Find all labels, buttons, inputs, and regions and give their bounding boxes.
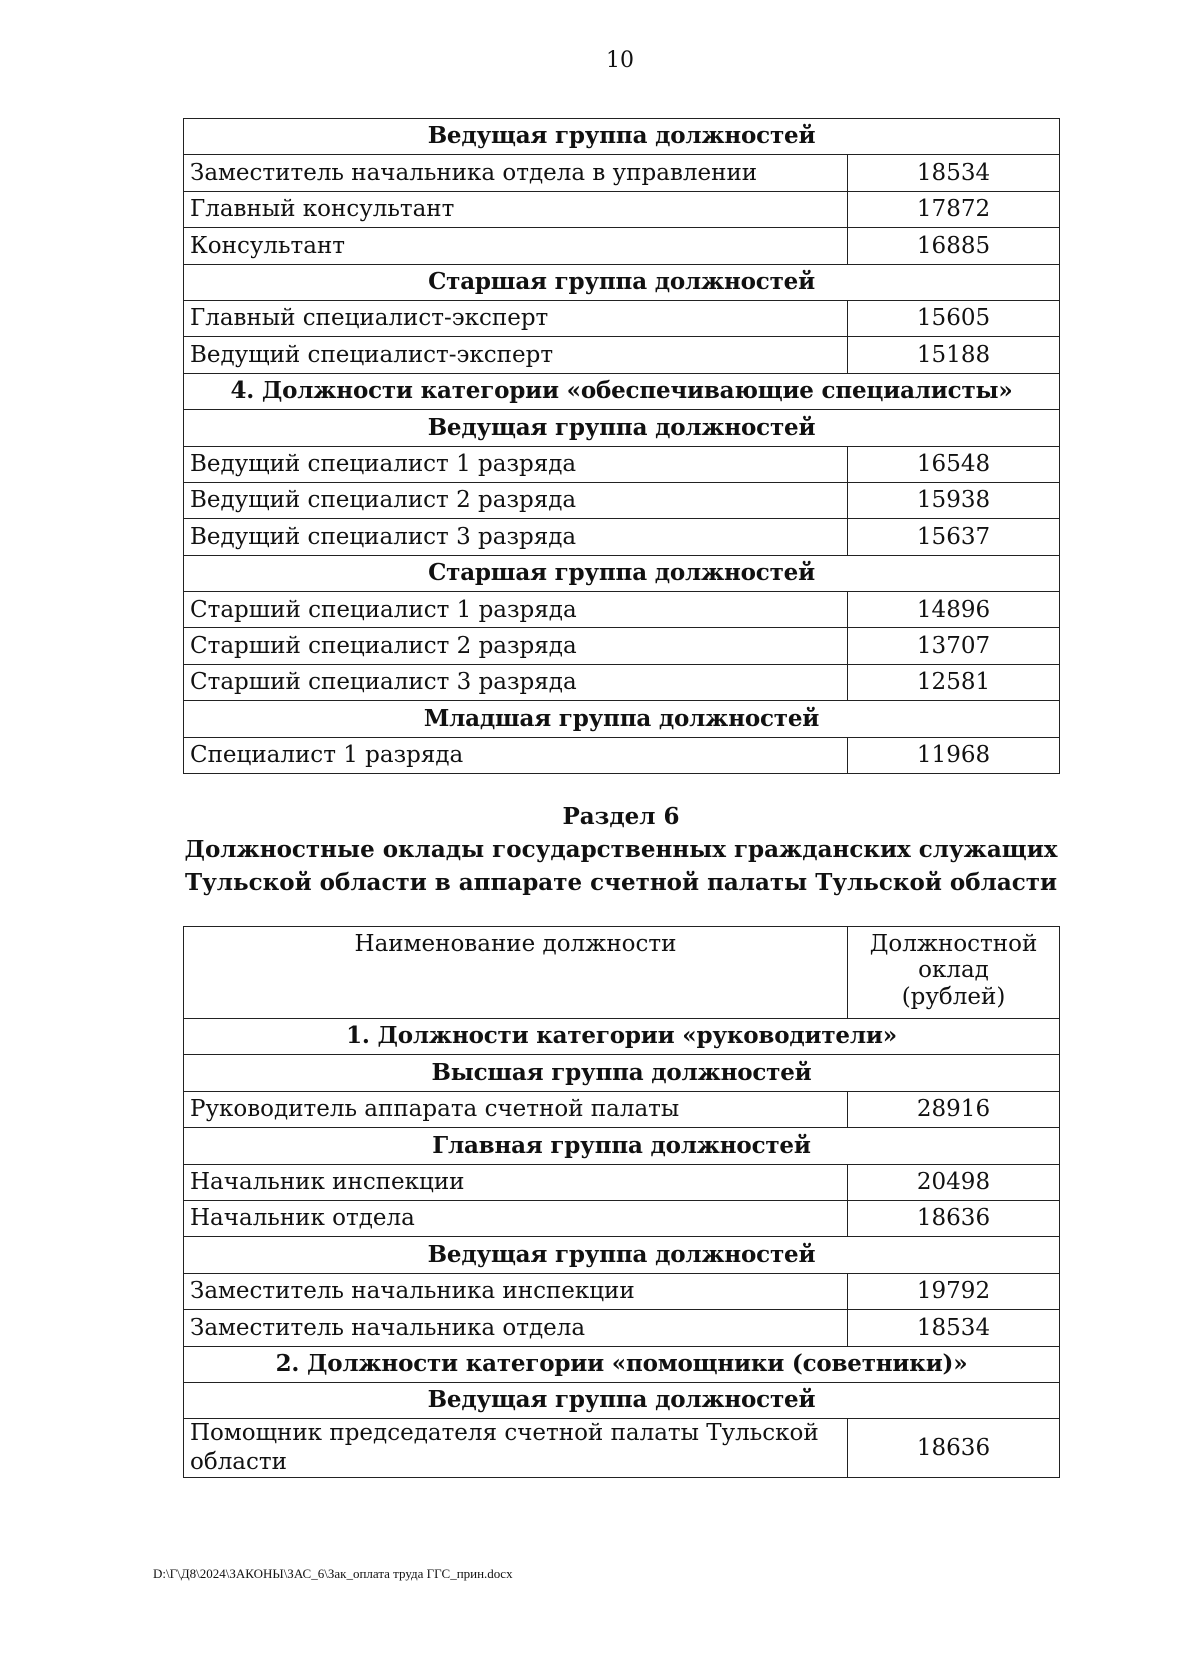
table-row [184,1310,1060,1346]
header-salary-line-2: оклад [918,957,989,984]
header-position-name: Наименование должности [184,927,848,1019]
group-header-row [184,264,1060,300]
table-row [184,446,1060,482]
group-header-row [184,701,1060,737]
position-name: Старший специалист 1 разряда [184,592,848,628]
salary-value: 18636 [848,1419,1060,1478]
salary-value: 18636 [848,1200,1060,1236]
position-name: Ведущий специалист 1 разряда [184,446,848,482]
group-title: Старшая группа должностей [184,555,1060,591]
group-title: Младшая группа должностей [184,701,1060,737]
table-row [184,1200,1060,1236]
table-row [184,1091,1060,1127]
position-name: Помощник председателя счетной палаты Тульской области [184,1419,848,1478]
header-salary [848,927,1060,1019]
section-subtitle-line-2: Тульской области в аппарате счетной палаты Тульской области [184,869,1058,896]
table-row [184,1419,1060,1478]
salary-value: 18534 [848,1310,1060,1346]
salary-value: 28916 [848,1091,1060,1127]
position-name: Ведущий специалист-эксперт [184,337,848,373]
position-name: Начальник отдела [184,1200,848,1236]
header-salary-line-1: Должностной [869,931,1038,957]
section-title: Раздел 6 [562,803,680,830]
position-name: Ведущий специалист 3 разряда [184,519,848,555]
salary-table-section-6 [183,926,1060,1478]
table-row [184,300,1060,336]
group-header-row [184,1128,1060,1164]
table-row [184,155,1060,191]
group-header-row [184,373,1060,409]
table-row [184,337,1060,373]
salary-value: 15637 [848,519,1060,555]
group-title: 2. Должности категории «помощники (советники)» [184,1346,1060,1382]
group-header-row [184,1382,1060,1418]
salary-value: 15605 [848,300,1060,336]
group-header-row [184,1019,1060,1055]
salary-value: 15938 [848,482,1060,518]
position-name: Заместитель начальника инспекции [184,1273,848,1309]
salary-value: 17872 [848,191,1060,227]
group-title: 1. Должности категории «руководители» [184,1019,1060,1055]
position-name: Консультант [184,228,848,264]
salary-value: 20498 [848,1164,1060,1200]
salary-table-continued [183,118,1060,774]
table-row [184,1273,1060,1309]
page-number: 10 [606,48,634,73]
group-title: Ведущая группа должностей [184,410,1060,446]
table-row [184,482,1060,518]
group-header-row [184,1237,1060,1273]
group-title: Ведущая группа должностей [184,1382,1060,1418]
position-name: Главный консультант [184,191,848,227]
position-name: Главный специалист-эксперт [184,300,848,336]
group-title: Ведущая группа должностей [184,119,1060,155]
group-title: Ведущая группа должностей [184,1237,1060,1273]
table-header-row [184,927,1060,1019]
section-subtitle-line-1: Должностные оклады государственных гражданских служащих [184,836,1058,863]
position-name: Начальник инспекции [184,1164,848,1200]
table-row [184,592,1060,628]
table-row [184,191,1060,227]
table-row [184,664,1060,700]
group-header-row [184,119,1060,155]
group-title: Главная группа должностей [184,1128,1060,1164]
salary-value: 12581 [848,664,1060,700]
position-name: Старший специалист 2 разряда [184,628,848,664]
salary-value: 15188 [848,337,1060,373]
footer-file-path: D:\Г\Д8\2024\ЗАКОНЫ\ЗАС_6\Зак_оплата труда ГГС_прин.docx [153,1566,513,1581]
position-name: Заместитель начальника отдела в управлении [184,155,848,191]
position-name: Руководитель аппарата счетной палаты [184,1091,848,1127]
group-title: Высшая группа должностей [184,1055,1060,1091]
salary-value: 16885 [848,228,1060,264]
salary-value: 13707 [848,628,1060,664]
salary-value: 18534 [848,155,1060,191]
position-name: Ведущий специалист 2 разряда [184,482,848,518]
header-salary-line-3: (рублей) [901,983,1006,1010]
salary-value: 16548 [848,446,1060,482]
position-name: Специалист 1 разряда [184,737,848,773]
salary-value: 14896 [848,592,1060,628]
position-name: Старший специалист 3 разряда [184,664,848,700]
salary-value: 19792 [848,1273,1060,1309]
table-row [184,737,1060,773]
group-header-row [184,1055,1060,1091]
table-row [184,1164,1060,1200]
table-row [184,228,1060,264]
group-header-row [184,555,1060,591]
group-header-row [184,410,1060,446]
section-heading [183,800,1059,899]
group-title: 4. Должности категории «обеспечивающие специалисты» [184,373,1060,409]
group-title: Старшая группа должностей [184,264,1060,300]
table-row [184,519,1060,555]
position-name: Заместитель начальника отдела [184,1310,848,1346]
salary-value: 11968 [848,737,1060,773]
table-row [184,628,1060,664]
group-header-row [184,1346,1060,1382]
